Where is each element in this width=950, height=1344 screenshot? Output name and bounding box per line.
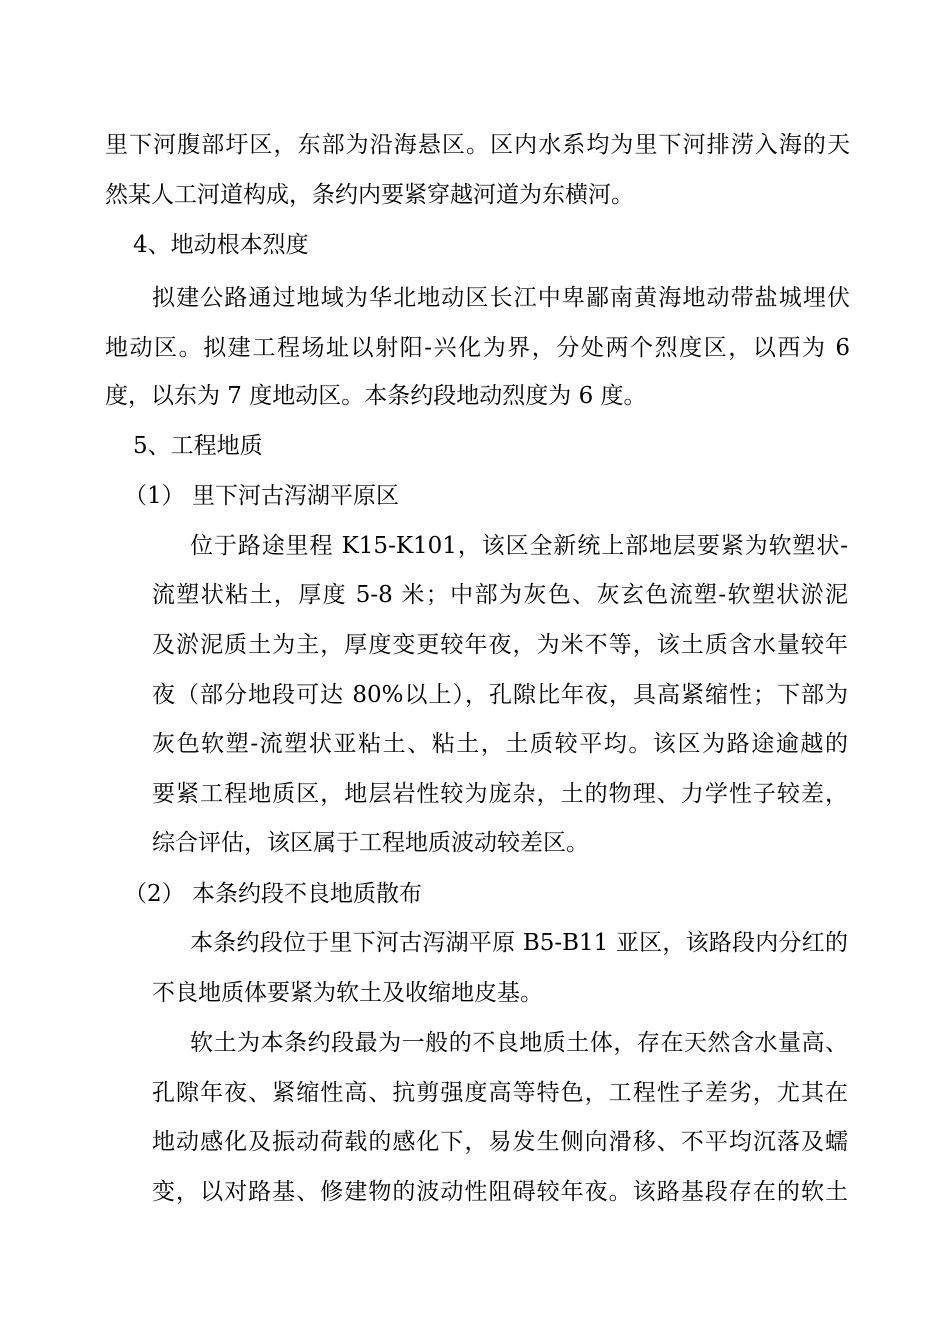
- paragraph-line: 拟建公路通过地域为华北地动区长江中卑鄙南黄海地动带盐城埋伏: [152, 285, 850, 311]
- section-heading: 4、地动根本烈度: [133, 232, 309, 258]
- subsection-heading: （2） 本条约段不良地质散布: [124, 881, 422, 907]
- paragraph-line: 地动区。拟建工程场址以射阳-兴化为界，分处两个烈度区，以西为 6: [105, 335, 850, 361]
- subsection-heading: （1） 里下河古泻湖平原区: [124, 483, 399, 509]
- paragraph-line: 本条约段位于里下河古泻湖平原 B5-B11 亚区，该路段内分红的: [190, 930, 848, 956]
- paragraph-line: 里下河腹部圩区，东部为沿海悬区。区内水系均为里下河排涝入海的天: [105, 132, 850, 158]
- paragraph-line: 综合评估，该区属于工程地质波动较差区。: [152, 830, 589, 856]
- paragraph-line: 地动感化及振动荷载的感化下，易发生侧向滑移、不平均沉落及蠕: [152, 1129, 848, 1155]
- paragraph-line: 及淤泥质土为主，厚度变更较年夜，为米不等，该土质含水量较年: [152, 632, 848, 658]
- paragraph-line: 位于路途里程 K15-K101，该区全新统上部地层要紧为软塑状-: [190, 533, 848, 559]
- paragraph-line: 夜（部分地段可达 80%以上），孔隙比年夜，具高紧缩性；下部为: [152, 682, 848, 708]
- paragraph-line: 灰色软塑-流塑状亚粘土、粘土，土质较平均。该区为路途逾越的: [152, 731, 848, 757]
- section-heading: 5、工程地质: [133, 433, 263, 459]
- paragraph-line: 不良地质体要紧为软土及收缩地皮基。: [152, 980, 543, 1006]
- paragraph-line: 软土为本条约段最为一般的不良地质土体，存在天然含水量高、: [190, 1030, 848, 1056]
- paragraph-line: 流塑状粘土，厚度 5-8 米；中部为灰色、灰玄色流塑-软塑状淤泥: [152, 582, 848, 608]
- paragraph-line: 然某人工河道构成，条约内要紧穿越河道为东横河。: [105, 182, 634, 208]
- paragraph-line: 孔隙年夜、紧缩性高、抗剪强度高等特色，工程性子差劣，尤其在: [152, 1080, 848, 1106]
- paragraph-line: 变，以对路基、修建物的波动性阻碍较年夜。该路基段存在的软土: [152, 1179, 848, 1205]
- paragraph-line: 要紧工程地质区，地层岩性较为庞杂，土的物理、力学性子较差，: [152, 781, 848, 807]
- paragraph-line: 度，以东为 7 度地动区。本条约段地动烈度为 6 度。: [105, 383, 647, 409]
